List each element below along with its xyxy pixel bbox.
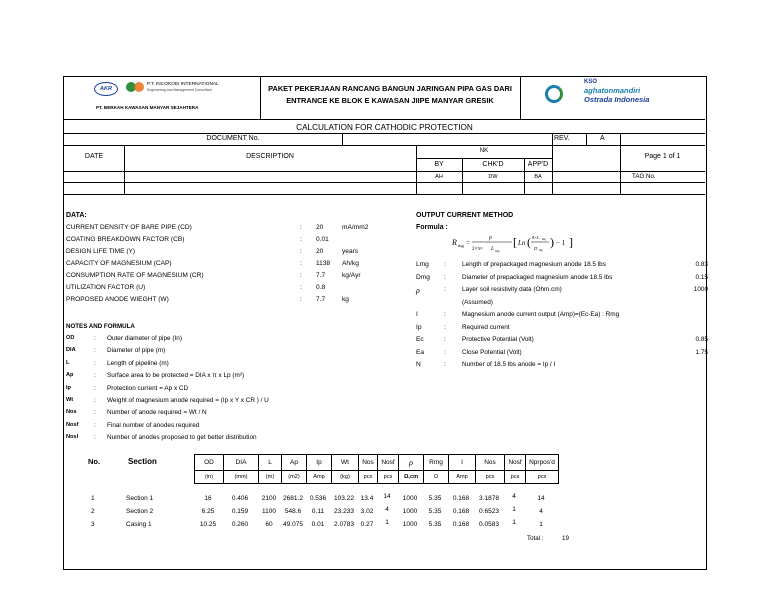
output-colon: : [444, 273, 446, 281]
output-symbol: I [416, 311, 418, 318]
table-cell: 4 [385, 506, 389, 513]
note-desc: Number of anode required = Wt / N [107, 409, 207, 417]
appd-value: BA [534, 174, 542, 180]
output-desc: Number of 18.5 lbs anode = Ip / I [462, 361, 556, 368]
data-value: 20 [316, 224, 324, 231]
svg-text:mg: mg [495, 249, 500, 253]
svg-text:Ln: Ln [518, 239, 526, 247]
output-desc: Close Potential (Volt) [462, 348, 522, 356]
output-colon: : [444, 286, 446, 293]
output-symbol: Dmg [416, 273, 430, 281]
note-desc: Final number of anodes required [107, 421, 200, 429]
data-unit: mA/mm2 [342, 224, 369, 231]
tag-no-label: TAG No. [632, 173, 656, 180]
table-cell: 14 [537, 495, 545, 502]
table-no-label: No. [88, 457, 101, 466]
data-colon: : [300, 224, 302, 231]
table-cell: 5.35 [428, 508, 442, 515]
table-cell: 2681.2 [283, 495, 303, 502]
svg-text:): ) [550, 235, 554, 249]
output-symbol: Ec [416, 336, 424, 343]
chkd-value: DW [488, 174, 498, 180]
note-desc: Outer diameter of pipe (In) [107, 335, 182, 342]
output-colon: : [444, 361, 446, 368]
note-symbol: Nos [66, 409, 77, 416]
note-symbol: Ap [66, 372, 74, 379]
table-cell: 16 [204, 495, 212, 502]
table-cell: 1000 [402, 495, 418, 502]
by-label: BY [434, 161, 444, 168]
table-row-no: 2 [91, 508, 95, 515]
table-cell: 1 [385, 519, 389, 526]
document-title: CALCULATION FOR CATHODIC PROTECTION [296, 123, 473, 132]
table-cell: 2100 [261, 495, 277, 502]
kso-label: KSO [584, 79, 598, 85]
table-cell: 0.536 [309, 495, 327, 502]
table-cell: 3.1878 [479, 495, 499, 502]
data-unit: years [342, 248, 359, 255]
project-title-line1: PAKET PEKERJAAN RANCANG BANGUN JARINGAN PIPA GAS DARI [268, 84, 512, 93]
project-title-line2: ENTRANCE KE BLOK E KAWASAN JIIPE MANYAR GRESIK [286, 96, 494, 105]
table-cell: 0.159 [231, 508, 249, 515]
output-symbol: Ip [416, 323, 422, 331]
table-header-cell: Nosf [378, 455, 399, 471]
calculation-sheet [63, 76, 707, 570]
note-symbol: L [66, 359, 70, 366]
output-symbol: Lmg [416, 261, 429, 268]
table-cell: 14 [383, 493, 391, 500]
note-colon: : [94, 347, 96, 355]
note-desc: Surface area to be protected = DIA x π x Lp (m²) [107, 372, 245, 380]
table-cell: 5.35 [428, 521, 442, 528]
svg-text:8×L: 8×L [532, 235, 540, 240]
rev-value: A [600, 135, 605, 142]
note-symbol: Nosl [66, 434, 79, 441]
note-symbol: Nosf [66, 421, 79, 428]
data-label: COATING BREAKDOWN FACTOR (CB) [66, 236, 185, 243]
page-number: Page 1 of 1 [644, 153, 681, 160]
table-cell: 0.260 [231, 521, 249, 528]
data-value: 20 [316, 248, 324, 255]
table-header-cell: Wt [332, 455, 359, 471]
note-colon: : [94, 397, 96, 404]
company-bottom: PT. BERKAH KAWASAN MANYAR SEJAHTERA [96, 105, 199, 110]
svg-text:mg: mg [539, 248, 543, 252]
table-row-section: Section 2 [126, 508, 154, 515]
table-header-cell: Nprpos'd [526, 455, 559, 471]
data-colon: : [300, 248, 302, 255]
chkd-label: CHK'D [482, 161, 504, 168]
calculation-table [194, 454, 559, 484]
data-label: DESIGN LIFE TIME (Y) [66, 248, 136, 255]
formula-label: Formula : [416, 224, 448, 231]
table-unit-cell: (m2) [282, 471, 307, 484]
table-header-cell: Ap [282, 455, 307, 471]
note-desc: Weight of magnesium anode required = (Ip x Y x CR ) / U [107, 397, 269, 404]
company-left: P.T. INCOKOEI INTERNATIONAL [147, 82, 219, 87]
data-label: PROPOSED ANODE WIEGHT (W) [66, 296, 169, 303]
note-desc: Number of anodes proposed to get better distribution [107, 434, 257, 442]
svg-text:− 1: − 1 [556, 239, 566, 247]
data-label: UTILIZATION FACTOR (U) [66, 284, 146, 291]
table-cell: 1 [539, 521, 543, 528]
table-cell: 0.406 [231, 495, 249, 502]
header [64, 77, 705, 120]
data-label: CAPACITY OF MAGNESIUM (CAP) [66, 260, 172, 267]
right-brand1: aghatonmandiri [584, 86, 641, 95]
data-unit: Ah/kg [342, 260, 359, 267]
note-colon: : [94, 335, 96, 342]
table-cell: 1100 [262, 508, 276, 515]
output-value: 0.83 [695, 261, 708, 268]
note-colon: : [94, 409, 96, 417]
company-left-sub: Engineering and Management Consultant [147, 88, 212, 92]
table-cell: 0.11 [311, 508, 325, 515]
table-row-section: Casing 1 [126, 521, 152, 528]
data-colon: : [300, 296, 302, 303]
output-colon: : [444, 336, 446, 343]
note-colon: : [94, 421, 96, 429]
table-row-no: 1 [91, 495, 95, 502]
table-unit-cell: pcs [378, 471, 399, 484]
output-desc: (Assumed) [462, 298, 493, 306]
table-cell: 103.22 [334, 495, 354, 502]
output-desc: Required current [462, 323, 510, 331]
data-label: CURRENT DENSITY OF BARE PIPE (CD) [66, 224, 192, 231]
data-unit: kg [342, 296, 349, 303]
note-symbol: DIA [66, 347, 76, 354]
table-unit-cell: (kg) [332, 471, 359, 484]
total-value: 19 [562, 535, 569, 542]
table-unit-cell: (mm) [224, 471, 259, 484]
table-cell: 13.4 [360, 495, 374, 502]
note-colon: : [94, 384, 96, 392]
svg-text:(: ( [527, 235, 531, 249]
table-unit-cell: Ω,cm [399, 471, 424, 484]
kso-logo-icon [545, 85, 563, 103]
table-cell: 548.6 [284, 508, 302, 515]
table-cell: 1 [512, 506, 516, 513]
document-no-label: DOCUMENT No. [206, 135, 260, 142]
output-colon: : [444, 261, 446, 268]
table-unit-cell: pcs [476, 471, 505, 484]
nk-label: NK [479, 147, 489, 154]
output-heading: OUTPUT CURRENT METHOD [416, 212, 514, 219]
table-cell: 23.233 [334, 508, 354, 515]
table-cell: 49.075 [283, 521, 303, 528]
table-header-cell: OD [195, 455, 224, 471]
table-cell: 0.6523 [479, 508, 499, 515]
output-value: 1.75 [695, 348, 708, 356]
table-cell: 0.01 [311, 521, 325, 528]
table-cell: 4 [539, 508, 543, 515]
output-desc: Protective Potential (Volt) [462, 336, 534, 343]
note-desc: Protection current = Ap x CD [107, 384, 189, 392]
note-colon: : [94, 359, 96, 367]
table-cell: 5.35 [428, 495, 442, 502]
svg-text:[: [ [513, 235, 517, 249]
table-unit-cell: pcs [505, 471, 526, 484]
table-cell: 0.27 [360, 521, 374, 528]
data-unit: kg/Ayr [342, 272, 361, 279]
table-cell: 6.25 [201, 508, 215, 515]
data-value: 0.8 [316, 284, 326, 291]
table-section-label: Section [128, 457, 157, 466]
note-desc: Diameter of pipe (m) [107, 347, 166, 355]
rev-label: REV. [554, 135, 570, 142]
table-unit-cell: Ω [424, 471, 449, 484]
table-cell: 10.25 [199, 521, 217, 528]
table-cell: 60 [265, 521, 273, 528]
table-unit-cell: (in) [195, 471, 224, 484]
data-colon: : [300, 272, 302, 279]
table-header-cell: DIA [224, 455, 259, 471]
table-header-cell: Rmg [424, 455, 449, 471]
right-brand2: Ostrada Indonesia [584, 95, 650, 104]
table-unit-cell: pcs [359, 471, 378, 484]
by-value: AH [435, 174, 443, 180]
data-value: 0.01 [316, 236, 329, 243]
description-label: DESCRIPTION [246, 153, 294, 160]
table-cell: 3.02 [360, 508, 374, 515]
note-symbol: Ip [66, 384, 71, 391]
svg-text:L: L [491, 246, 495, 252]
output-desc: Diameter of prepackaged magnesium anode 18.5 lbs [462, 273, 613, 281]
note-desc: Length of pipeline (m) [107, 359, 169, 367]
output-symbol: ρ [416, 286, 420, 295]
data-heading: DATA: [66, 212, 87, 219]
output-colon: : [444, 348, 446, 356]
table-unit-cell: (m) [259, 471, 282, 484]
svg-text:R: R [452, 238, 457, 247]
data-colon: : [300, 260, 302, 267]
table-unit-cell: Amp [449, 471, 476, 484]
table-unit-cell: pcs [526, 471, 559, 484]
table-header-cell: ρ [399, 455, 424, 471]
note-colon: : [94, 372, 96, 380]
svg-text:ρ: ρ [489, 235, 492, 241]
output-desc: Length of prepackaged magnesium anode 18.5 lbs [462, 261, 606, 268]
output-colon: : [444, 323, 446, 331]
output-symbol: N [416, 361, 421, 368]
table-header-cell: Nosf [505, 455, 526, 471]
data-value: 7.7 [316, 296, 326, 303]
notes-heading: NOTES AND FORMULA [66, 323, 135, 330]
output-value: 0.85 [695, 336, 708, 343]
table-cell: 1000 [402, 508, 418, 515]
data-colon: : [300, 236, 302, 243]
data-label: CONSUMPTION RATE OF MAGNESIUM (CR) [66, 272, 204, 279]
note-symbol: Wt [66, 397, 74, 403]
svg-text:=: = [466, 239, 470, 247]
table-cell: 2.0783 [334, 521, 354, 528]
table-cell: 0.0583 [479, 521, 499, 528]
svg-text:mg: mg [458, 243, 464, 248]
date-label: DATE [84, 153, 104, 160]
table-header-cell: I [449, 455, 476, 471]
appd-label: APP'D [527, 161, 549, 168]
output-value: 1000 [693, 286, 708, 293]
data-value: 1138 [316, 260, 331, 267]
svg-text:2×π×: 2×π× [472, 247, 483, 252]
table-cell: 1000 [402, 521, 418, 528]
total-label: Total : [527, 535, 544, 542]
output-symbol: Ea [416, 348, 425, 356]
table-row-section: Section 1 [126, 495, 154, 502]
table-cell: 0.168 [452, 508, 470, 515]
table-header-cell: Nos [476, 455, 505, 471]
table-cell: 4 [512, 493, 516, 500]
table-row-no: 3 [91, 521, 95, 528]
note-symbol: OD [66, 335, 75, 341]
data-value: 7.7 [316, 272, 326, 279]
rmg-formula [452, 229, 582, 255]
table-header-cell: Ip [307, 455, 332, 471]
svg-text:]: ] [569, 235, 573, 249]
output-desc: Magnesium anode current output (Amp)=(Ec-Ea) : Rmg [462, 311, 620, 318]
table-header-cell: Nos [359, 455, 378, 471]
svg-text:mg: mg [542, 237, 546, 241]
table-cell: 1 [512, 519, 516, 526]
output-value: 0.15 [695, 273, 708, 281]
output-colon: : [444, 311, 446, 318]
table-cell: 0.168 [452, 495, 470, 502]
table-cell: 0.168 [452, 521, 470, 528]
data-colon: : [300, 284, 302, 291]
table-unit-cell: Amp [307, 471, 332, 484]
note-colon: : [94, 434, 96, 442]
output-desc: Layer soil resistivity data (Ohm.cm) [462, 286, 562, 293]
akr-logo: AKR [94, 82, 118, 96]
svg-text:D: D [534, 246, 538, 251]
table-header-cell: L [259, 455, 282, 471]
